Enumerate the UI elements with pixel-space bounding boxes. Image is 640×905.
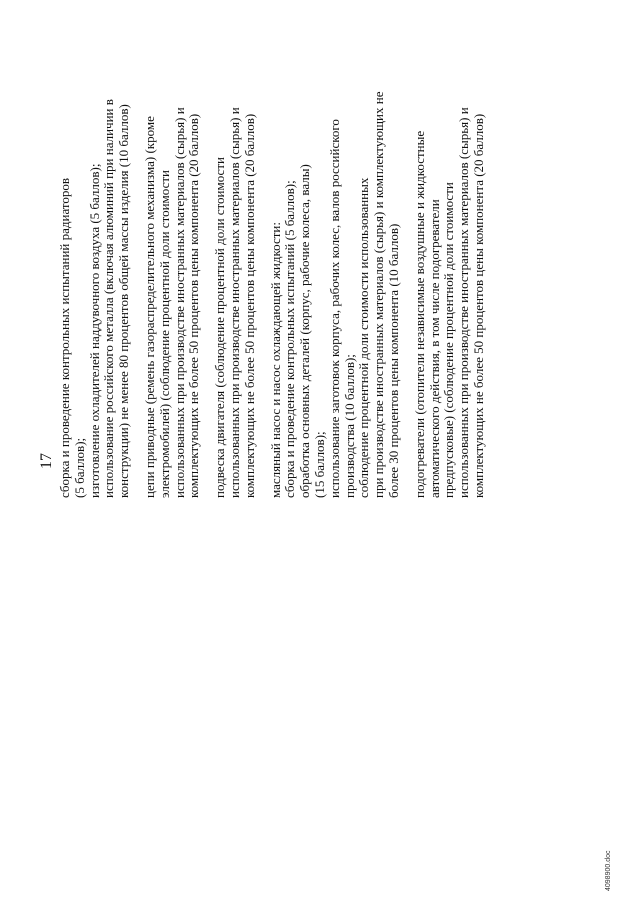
text-line: цепи приводные (ремень газораспределительного механизма) (кроме xyxy=(141,116,157,498)
text-line: использованных при производстве иностранных материалов (сырья) и xyxy=(456,107,472,498)
body-text xyxy=(58,8,498,498)
text-line: использование заготовок корпуса, рабочих колес, валов российского xyxy=(326,119,342,498)
paragraph-heaters xyxy=(413,8,487,498)
paragraph-radiators xyxy=(58,8,132,498)
paragraph-engine-mount xyxy=(213,8,257,498)
text-line: более 30 процентов цены компонента (10 баллов) xyxy=(385,223,401,498)
paragraph-pumps xyxy=(269,8,402,498)
text-line: при производстве иностранных материалов (сырья) и комплектующих не xyxy=(371,91,387,498)
page-number: 17 xyxy=(38,453,55,469)
text-line: автоматического действия, в том числе подогреватели xyxy=(426,199,442,498)
text-line: (5 баллов); xyxy=(71,437,87,498)
footer-document-name: 4098900.doc xyxy=(605,850,612,891)
text-line: комплектующих не более 50 процентов цены компонента (20 баллов) xyxy=(241,113,257,498)
text-line: соблюдение процентной доли стоимости использованных xyxy=(356,177,372,498)
text-line: подогреватели (отопители независимые воздушные и жидкостные xyxy=(411,130,427,498)
text-line: использование российского металла (включая алюминий при наличии в xyxy=(101,99,117,498)
text-line: предпусковые) (соблюдение процентной доли стоимости xyxy=(441,182,457,498)
text-line: комплектующих не более 50 процентов цены компонента (20 баллов) xyxy=(470,113,486,498)
text-line: сборка и проведение контрольных испытаний радиаторов xyxy=(57,177,72,498)
text-line: изготовление охладителей наддувочного воздуха (5 баллов); xyxy=(86,163,102,498)
text-line: масляный насос и насос охлаждающей жидкости: xyxy=(267,222,283,498)
paragraph-drive-chains xyxy=(143,8,202,498)
text-line: электромобилей) (соблюдение процентной доли стоимости xyxy=(156,170,172,498)
text-line: подвеска двигателя (соблюдение процентной доли стоимости xyxy=(212,157,228,498)
text-line: конструкции) не менее 80 процентов общей массы изделия (10 баллов) xyxy=(116,104,132,498)
text-line: сборка и проведение контрольных испытаний (5 баллов); xyxy=(282,180,298,498)
text-line: обработка основных деталей (корпус, рабочие колеса, валы) xyxy=(297,164,313,498)
text-line: производства (10 баллов); xyxy=(341,354,357,498)
text-line: комплектующих не более 50 процентов цены компонента (20 баллов) xyxy=(186,113,202,498)
text-line: использованных при производстве иностранных материалов (сырья) и xyxy=(226,107,242,498)
text-line: использованных при производстве иностранных материалов (сырья) и xyxy=(171,107,187,498)
text-line: (15 баллов); xyxy=(311,431,327,498)
